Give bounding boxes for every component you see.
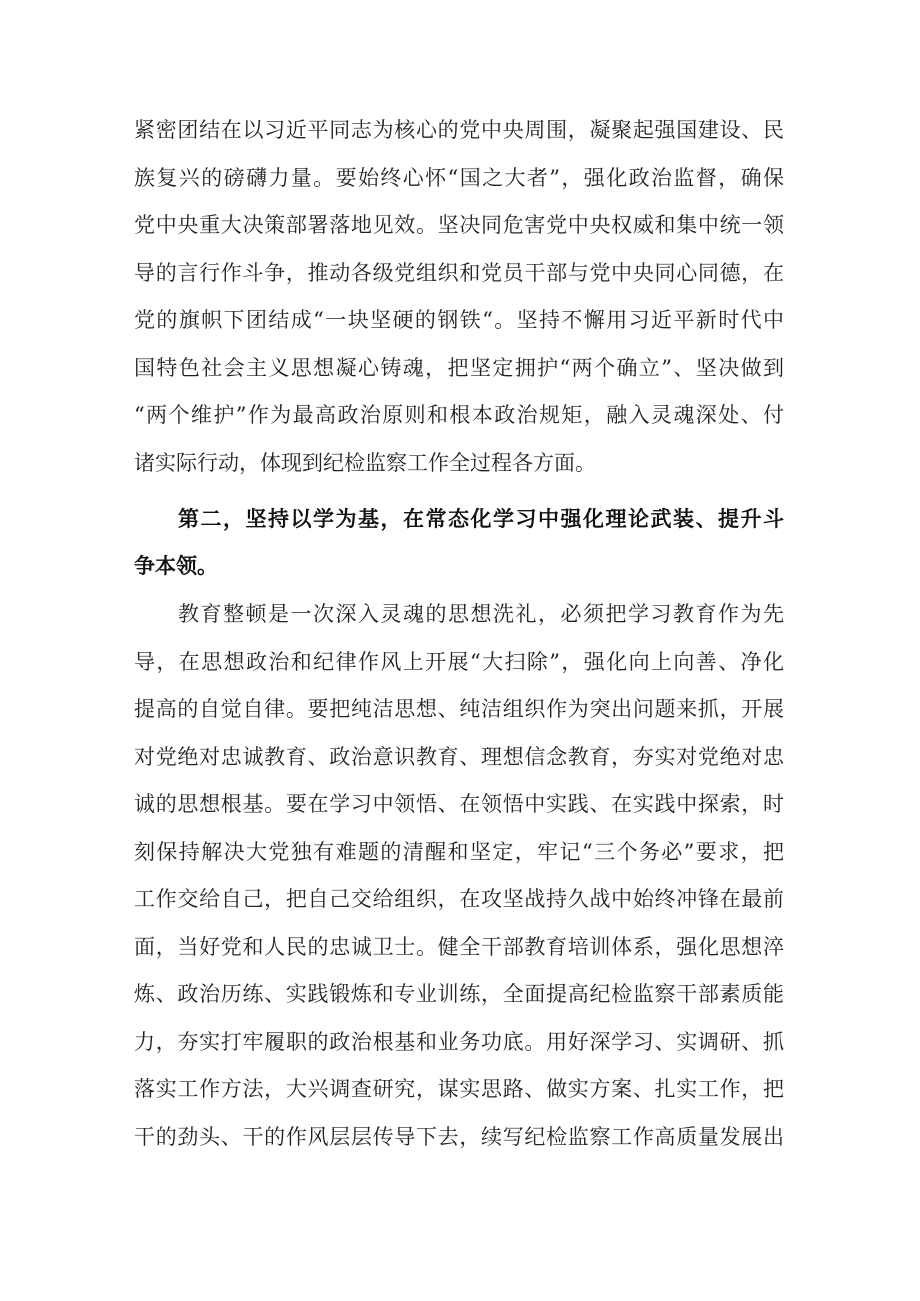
paragraph-line: 党中央重大决策部署落地见效。坚决同危害党中央权威和集中统一领 <box>134 213 784 237</box>
paragraph-line: 国特色社会主义思想凝心铸魂，把坚定拥护“两个确立”、坚决做到 <box>134 356 784 380</box>
paragraph-line: “两个维护”作为最高政治原则和根本政治规矩，融入灵魂深处、付 <box>134 403 784 427</box>
paragraph-line: 工作交给自己，把自己交给组织，在攻坚战持久战中始终冲锋在最前 <box>134 887 784 911</box>
paragraph-line: 党的旗帜下团结成“一块坚硬的钢铁“。坚持不懈用习近平新时代中 <box>134 308 784 332</box>
paragraph-line: 刻保持解决大党独有难题的清醒和坚定，牢记“三个务必”要求，把 <box>134 840 784 864</box>
paragraph-line: 面，当好党和人民的忠诚卫士。健全干部教育培训体系，强化思想淬 <box>134 935 784 959</box>
paragraph-line: 落实工作方法，大兴调查研究，谋实思路、做实方案、扎实工作，把 <box>134 1077 784 1101</box>
paragraph-line: 干的劲头、干的作风层层传导下去，续写纪检监察工作高质量发展出 <box>134 1125 784 1149</box>
heading-line: 争本领。 <box>134 553 218 578</box>
paragraph-line: 诸实际行动，体现到纪检监察工作全过程各方面。 <box>134 451 596 475</box>
paragraph-line: 力，夯实打牢履职的政治根基和业务功底。用好深学习、实调研、抓 <box>134 1030 784 1054</box>
paragraph-line: 导的言行作斗争，推动各级党组织和党员干部与党中央同心同德，在 <box>134 261 784 285</box>
paragraph-line: 对党绝对忠诚教育、政治意识教育、理想信念教育，夯实对党绝对忠 <box>134 745 784 769</box>
paragraph-line: 导，在思想政治和纪律作风上开展“大扫除”，强化向上向善、净化 <box>134 650 784 674</box>
paragraph-line: 教育整顿是一次深入灵魂的思想洗礼，必须把学习教育作为先 <box>178 602 784 626</box>
paragraph-line: 炼、政治历练、实践锻炼和专业训练，全面提高纪检监察干部素质能 <box>134 982 784 1006</box>
heading-line: 第二，坚持以学为基，在常态化学习中强化理论武装、提升斗 <box>178 506 784 531</box>
paragraph-line: 族复兴的磅礴力量。要始终心怀“国之大者”，强化政治监督，确保 <box>134 166 784 190</box>
paragraph-line: 紧密团结在以习近平同志为核心的党中央周围，凝聚起强国建设、民 <box>134 118 784 142</box>
paragraph-line: 提高的自觉自律。要把纯洁思想、纯洁组织作为突出问题来抓，开展 <box>134 697 784 721</box>
paragraph-line: 诚的思想根基。要在学习中领悟、在领悟中实践、在实践中探索，时 <box>134 792 784 816</box>
